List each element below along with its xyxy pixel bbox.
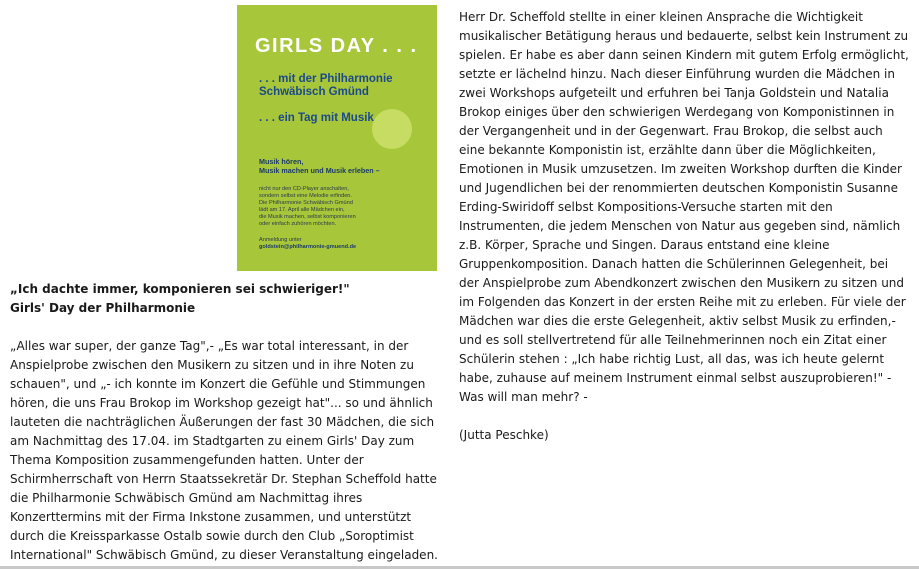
flyer-title: GIRLS DAY . . . <box>255 35 418 57</box>
article-right-column <box>459 8 909 445</box>
flyer-decorative-circle <box>372 109 412 149</box>
girls-day-flyer-image <box>237 5 437 271</box>
article-headline: „Ich dachte immer, komponieren sei schwieriger!" <box>10 282 350 296</box>
article-author: (Jutta Peschke) <box>459 428 549 442</box>
flyer-body-text: nicht nur den CD-Player anschalten, sondern selbst eine Melodie erfinden. Die Philharmonie Schwäbisch Gmünd lädt am 17. April alle Mädchen ein, die Musik machen, selbst komponieren oder einfach zuhören möchten. <box>259 186 356 227</box>
flyer-subtitle: . . . mit der Philharmonie Schwäbisch Gmünd <box>259 73 393 98</box>
flyer-registration <box>259 237 437 251</box>
article-left-column <box>10 280 438 565</box>
flyer-hook-text: Musik hören, Musik machen und Musik erleben – <box>259 157 380 175</box>
article-main-paragraph: Herr Dr. Scheffold stellte in einer kleinen Ansprache die Wichtigkeit musikalischer Betätigung heraus und bedauerte, selbst kein Instrument zu spielen. Er habe es aber dann seinen Kindern mit gutem Erfolg ermöglicht, setzte er lächelnd hinzu. Nach dieser Einführung wurden die Mädchen in zwei Workshops aufgeteilt und erfuhren bei Tanja Goldstein und Natalia Brokop einiges über den schwierigen Werdegang von Komponistinnen in der Vergangenheit und in der Gegenwart. Frau Brokop, die selbst auch eine bekannte Komponistin ist, erzählte dann über die Möglichkeiten, Emotionen in Musik umzusetzen. Im zweiten Workshop durften die Kinder und Jugendlichen bei der renommierten deutschen Komponistin Susanne Erding-Swiridoff selbst Kompositions-Versuche starten mit den Instrumenten, die jedem Menschen von Natur aus gegeben sind, nämlich z.B. Körper, Sprache und Singen. Daraus entstand eine kleine Gruppenkomposition. Danach hatten die Schülerinnen Gelegenheit, bei der Anspielprobe zum Abendkonzert zwischen den Musikern zu sitzen und im Folgenden das Konzert in der ersten Reihe mit zu erleben. Für viele der Mädchen war dies die erste Gelegenheit, aktiv selbst Musik zu erfinden,- und es soll stellvertretend für alle Teilnehmerinnen noch ein Zitat einer Schülerin stehen : „Ich habe richtig Lust, all das, was ich heute gelernt habe, zuhause auf meinem Instrument einmal selbst auszuprobieren!" - Was will man mehr? - <box>459 10 909 404</box>
flyer-registration-label: Anmeldung unter <box>259 237 302 243</box>
article-intro-paragraph: „Alles war super, der ganze Tag",- „Es war total interessant, in der Anspielprobe zwischen den Musikern zu sitzen und in ihre Noten zu schauen", und „- ich konnte im Konzert die Gefühle und Stimmungen hören, die uns Frau Brokop im Workshop gezeigt hat"... so und ähnlich lauteten die nachträglichen Äußerungen der fast 30 Mädchen, die sich am Nachmittag des 17.04. im Stadtgarten zu einem Girls' Day zum Thema Komposition zusammengefunden hatten. Unter der Schirmherrschaft von Herrn Staatssekretär Dr. Stephan Scheffold hatte die Philharmonie Schwäbisch Gmünd am Nachmittag ihres Konzerttermins mit der Firma Inkstone zusammen, und unterstützt durch die Kreissparkasse Ostalb sowie durch den Club „Soroptimist International" Schwäbisch Gmünd, zu dieser Veranstaltung eingeladen. <box>10 339 438 562</box>
flyer-email: goldstein@philharmonie-gmuend.de <box>259 244 357 250</box>
flyer-subtitle-2: . . . ein Tag mit Musik <box>259 112 374 124</box>
article-subheadline: Girls' Day der Philharmonie <box>10 301 196 315</box>
